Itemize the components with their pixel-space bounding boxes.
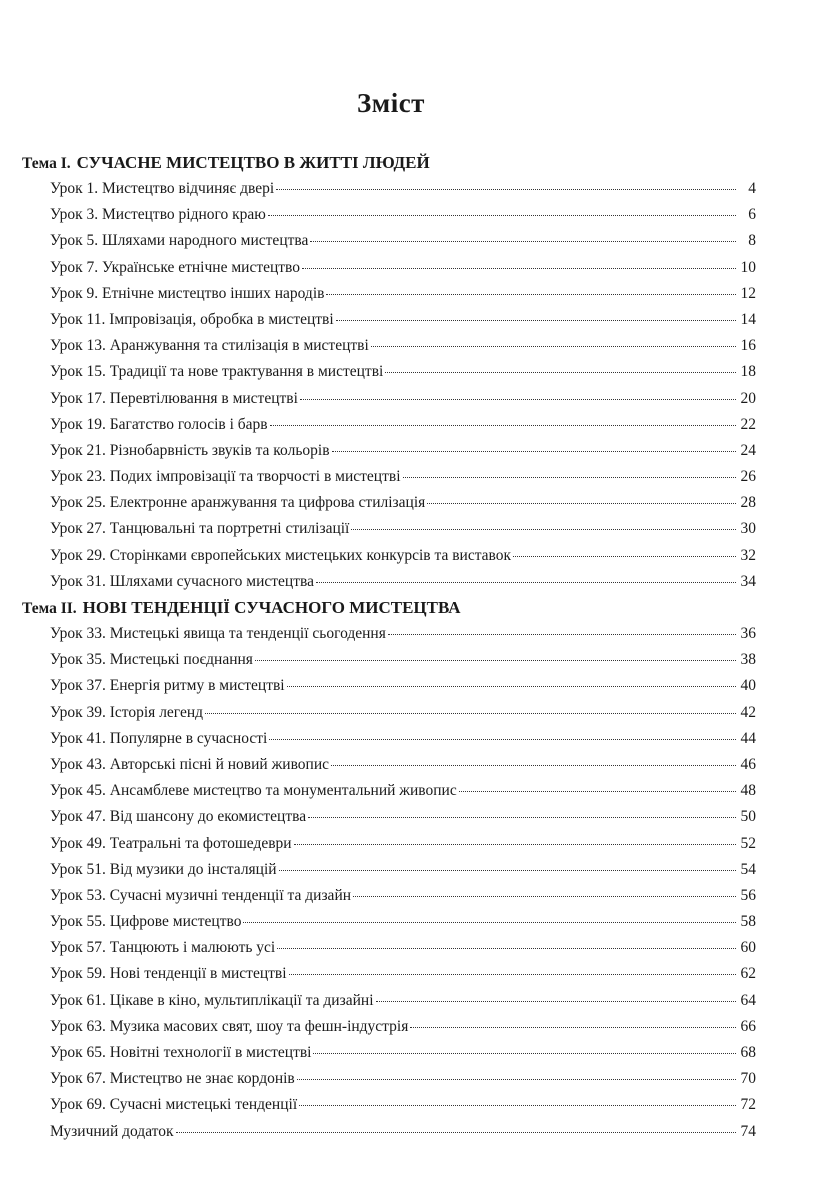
toc-entry-page-number: 24 [740,441,756,459]
toc-entry-label: Урок 23. Подих імпровізації та творчості в мистецтві [50,468,401,486]
toc-entry[interactable] [22,778,756,804]
toc-entry[interactable] [22,1066,756,1092]
toc-entry-label: Урок 53. Сучасні музичні тенденції та дизайн [50,886,352,904]
toc-entry-label: Урок 35. Мистецькі поєднання [50,651,253,669]
toc-entry[interactable] [22,726,756,752]
toc-entry-page-number: 26 [740,468,756,486]
toc-entry-page-number: 10 [740,258,756,276]
toc-entry-page-number: 72 [740,1096,756,1114]
dot-leader [302,267,736,269]
dot-leader [299,1104,736,1106]
toc-entry-label: Урок 51. Від музики до інсталяцій [50,860,277,878]
dot-leader [270,424,736,426]
dot-leader [308,816,736,818]
toc-entry-page-number: 36 [740,625,756,642]
toc-entry[interactable] [22,647,756,673]
toc-entry[interactable] [22,909,756,935]
toc-entry-page-number: 62 [740,965,756,983]
theme-number: Тема ІІ. [22,600,77,617]
toc-entry-label: Урок 57. Танцюють і малюють усі [50,939,276,957]
toc-entry-page-number: 56 [740,886,756,904]
dot-leader [385,371,736,373]
dot-leader [410,1026,736,1028]
toc-entry-label: Музичний додаток [50,1122,174,1140]
toc-entry-page-number: 32 [740,546,756,564]
toc-entry-label: Урок 3. Мистецтво рідного краю [50,206,266,224]
toc-entry[interactable] [22,621,756,647]
toc-entry-label: Урок 37. Енергія ритму в мистецтві [50,677,285,695]
toc-entry[interactable] [22,386,756,412]
toc-entry-label: Урок 1. Мистецтво відчиняє двері [50,180,275,197]
dot-leader [176,1131,736,1133]
dot-leader [313,1052,736,1054]
dot-leader [403,476,737,478]
dot-leader [243,921,736,923]
theme-heading [22,595,756,621]
toc-entry-label: Урок 47. Від шансону до екомистецтва [50,808,307,826]
toc-entry-page-number: 60 [740,939,756,957]
toc-entry-page-number: 54 [740,860,756,878]
toc-entry-page-number: 18 [740,363,756,381]
toc-entry[interactable] [22,202,756,228]
dot-leader [289,973,736,975]
toc-entry-page-number: 42 [740,703,756,721]
toc-entry-label: Урок 55. Цифрове мистецтво [50,913,242,931]
toc-entry-page-number: 70 [740,1070,756,1088]
dot-leader [268,214,736,216]
toc-entry-label: Урок 39. Історія легенд [50,703,204,721]
toc-entry-page-number: 16 [740,337,756,355]
toc-entry-label: Урок 59. Нові тенденції в мистецтві [50,965,287,983]
toc-entry-label: Урок 5. Шляхами народного мистецтва [50,232,309,250]
toc-entry[interactable] [22,700,756,726]
toc-entry-label: Урок 29. Сторінками європейських мистецьких конкурсів та виставок [50,546,512,564]
toc-entry-label: Урок 43. Авторські пісні й новий живопис [50,755,330,773]
toc-entry[interactable] [22,569,756,595]
dot-leader [294,843,736,845]
toc-entry-label: Урок 49. Театральні та фотошедеври [50,834,292,852]
toc-entry-label: Урок 41. Популярне в сучасності [50,729,268,747]
dot-leader [388,633,736,635]
toc-entry-page-number: 30 [740,520,756,538]
toc-entry[interactable] [22,1119,756,1145]
dot-leader [353,895,736,897]
toc-entry-label: Урок 7. Українське етнічне мистецтво [50,258,301,276]
toc-entry-page-number: 50 [740,808,756,826]
toc-entry-page-number: 46 [740,755,756,773]
toc-entry-page-number: 34 [740,572,756,590]
toc-entry[interactable] [22,1092,756,1118]
toc-entry-label: Урок 27. Танцювальні та портретні стилізації [50,520,350,538]
toc-entry[interactable] [22,935,756,961]
theme-title: СУЧАСНЕ МИСТЕЦТВО В ЖИТТІ ЛЮДЕЙ [76,153,430,172]
toc-entry[interactable] [22,255,756,281]
toc-entry-page-number: 52 [740,834,756,852]
toc-entry-label: Урок 13. Аранжування та стилізація в мистецтві [50,337,369,355]
toc-entry[interactable] [22,752,756,778]
toc-entry[interactable] [22,831,756,857]
toc-entry-page-number: 6 [748,206,756,224]
theme-heading [22,150,756,176]
dot-leader [332,450,736,452]
toc-entry[interactable] [22,883,756,909]
toc-entry[interactable] [22,961,756,987]
dot-leader [300,398,736,400]
dot-leader [310,240,736,242]
toc-entry[interactable] [22,359,756,385]
dot-leader [277,947,736,949]
toc-entry-label: Урок 67. Мистецтво не знає кордонів [50,1070,295,1088]
toc-entry[interactable] [22,464,756,490]
toc-entry[interactable] [22,1014,756,1040]
theme-number: Тема І. [22,155,71,172]
dot-leader [331,764,736,766]
page-title: Зміст [357,88,425,118]
toc-entry[interactable] [22,673,756,699]
dot-leader [336,319,736,321]
table-of-contents [22,150,756,1145]
toc-entry-page-number: 8 [748,232,756,250]
toc-entry-page-number: 40 [740,677,756,695]
dot-leader [316,581,736,583]
toc-entry[interactable] [22,176,756,202]
dot-leader [351,528,736,530]
toc-entry-label: Урок 19. Багатство голосів і барв [50,415,268,433]
toc-entry-page-number: 20 [740,389,756,407]
dot-leader [279,869,736,871]
toc-entry-label: Урок 33. Мистецькі явища та тенденції сьогодення [50,625,386,642]
dot-leader [326,293,736,295]
toc-entry-page-number: 28 [740,494,756,512]
toc-entry-page-number: 12 [740,284,756,302]
toc-entry[interactable] [22,438,756,464]
toc-entry-label: Урок 61. Цікаве в кіно, мультиплікації та дизайні [50,991,374,1009]
toc-entry-page-number: 14 [740,310,756,328]
toc-entry-page-number: 22 [740,415,756,433]
toc-entry-label: Урок 69. Сучасні мистецькі тенденції [50,1096,298,1114]
toc-entry-label: Урок 21. Різнобарвність звуків та кольорів [50,441,330,459]
dot-leader [376,1000,736,1002]
toc-entry[interactable] [22,1040,756,1066]
toc-entry[interactable] [22,412,756,438]
toc-entry-page-number: 38 [740,651,756,669]
toc-entry-label: Урок 45. Ансамблеве мистецтво та монументальний живопис [50,782,457,800]
toc-entry-label: Урок 11. Імпровізація, обробка в мистецтві [50,310,334,328]
toc-entry-page-number: 44 [740,729,756,747]
toc-entry[interactable] [22,988,756,1014]
toc-entry[interactable] [22,228,756,254]
dot-leader [459,790,736,792]
toc-entry[interactable] [22,804,756,830]
toc-entry-page-number: 74 [740,1122,756,1140]
toc-entry-label: Урок 25. Електронне аранжування та цифрова стилізація [50,494,426,512]
dot-leader [269,738,736,740]
toc-entry[interactable] [22,490,756,516]
dot-leader [297,1078,736,1080]
toc-entry-page-number: 64 [740,991,756,1009]
toc-entry-page-number: 48 [740,782,756,800]
toc-entry-label: Урок 65. Новітні технології в мистецтві [50,1044,312,1061]
toc-entry-page-number: 68 [740,1044,756,1061]
toc-entry-label: Урок 15. Традиції та нове трактування в мистецтві [50,363,384,381]
toc-entry-label: Урок 9. Етнічне мистецтво інших народів [50,284,325,302]
dot-leader [371,345,736,347]
dot-leader [427,502,736,504]
toc-entry-page-number: 58 [740,913,756,931]
toc-entry[interactable] [22,333,756,359]
toc-entry-page-number: 66 [740,1017,756,1035]
toc-entry-label: Урок 17. Перевтілювання в мистецтві [50,389,298,407]
dot-leader [513,555,736,557]
toc-entry-page-number: 4 [748,180,756,197]
toc-entry[interactable] [22,307,756,333]
theme-title: НОВІ ТЕНДЕНЦІЇ СУЧАСНОГО МИСТЕЦТВА [82,598,461,617]
dot-leader [255,659,736,661]
dot-leader [205,712,736,714]
toc-entry[interactable] [22,543,756,569]
toc-entry[interactable] [22,516,756,542]
toc-entry[interactable] [22,857,756,883]
dot-leader [287,685,736,687]
toc-entry-label: Урок 31. Шляхами сучасного мистецтва [50,572,314,590]
toc-entry[interactable] [22,281,756,307]
dot-leader [276,188,736,190]
toc-entry-label: Урок 63. Музика масових свят, шоу та фешн-індустрія [50,1017,409,1035]
